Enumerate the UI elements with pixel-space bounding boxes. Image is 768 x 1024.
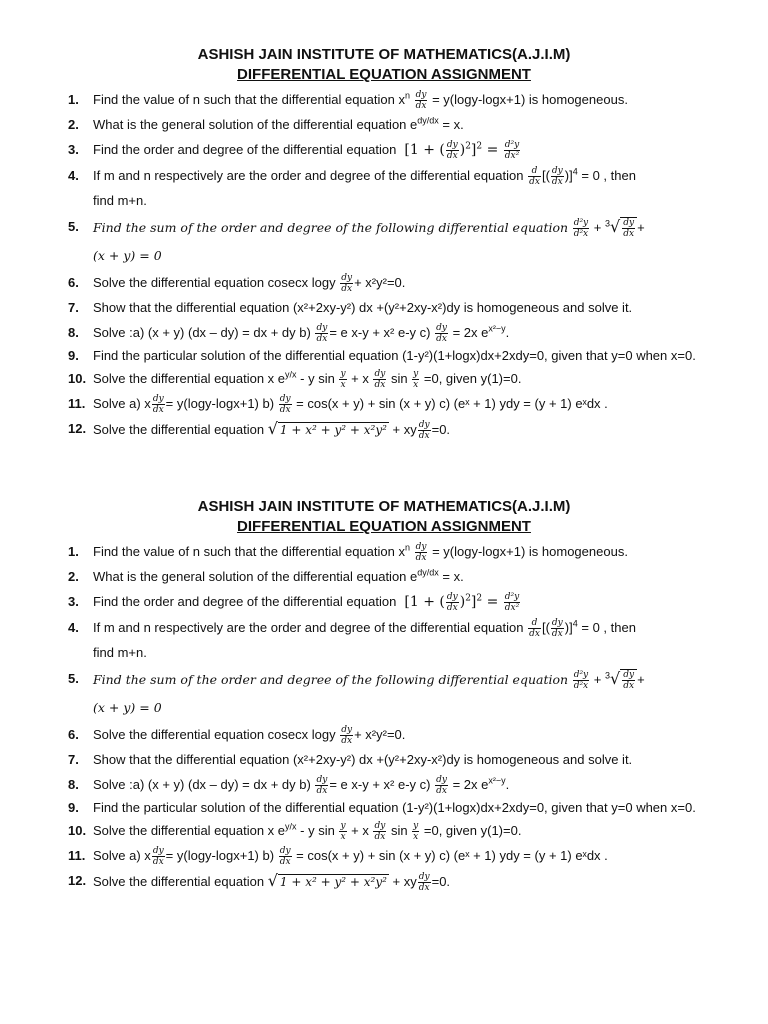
assignment-title: DIFFERENTIAL EQUATION ASSIGNMENT — [237, 66, 531, 83]
question-9: 9. Find the particular solution of the differential equation (1-y²)(1+logx)dx+2xdy=0, given that y=0 when x=0. — [68, 800, 696, 815]
question-3: 3. Find the order and degree of the differential equation [1 + ( $\frac{dy}{dx}$ )$^2$]$^2$ = $\frac{\text{d²y}}{\text{dx²}}$ — [68, 139, 520, 161]
question-7: 7. Show that the differential equation (x²+2xy-y²) dx +(y²+2xy-x²)dy is homogeneous and solve it. — [68, 752, 633, 767]
question-11: 11. Solve a) x $\frac{dy}{dx}$ = y(logy-logx+1) b) $\frac{dy}{dx}$ = cos(x + y) + sin (x + y) c) (eˣ + 1) ydy = (y + 1) eˣdx . — [68, 394, 608, 416]
question-number: 1. — [68, 92, 79, 107]
assignment-title: DIFFERENTIAL EQUATION ASSIGNMENT — [237, 518, 531, 535]
question-6: 6. Solve the differential equation cosecx logy $\frac{dy}{dx}$ + x²y²=0. — [68, 725, 406, 747]
question-10: 10. Solve the differential equation x $e^{y/x}$ - y sin $\frac{y}{x}$ + x $\frac{dy}{dx}$ sin $\frac{y}{x}$ =0, given y(1)=0. — [68, 369, 522, 391]
question-1: 1. Find the value of n such that the differential equation $x^n$ $\frac{dy}{dx}$ = y(logy-logx+1) is homogeneous. — [0, 87, 768, 112]
assignment-sheet-2 — [0, 496, 768, 894]
question-4: 4. If m and n respectively are the order and degree of the differential equation $\frac{d}{dx}$ [( $\frac{dy}{dx}$ )]$^4$ = 0 , then find m+n. — [68, 618, 636, 660]
question-5: 5. Find the sum of the order and degree of the following differential equation $\frac{\text{d²y}}{\text{d²x}}$ + $^3$√ $\frac{dy}{dx}$ + (x + y) = 0 — [68, 669, 645, 715]
question-9: 9. Find the particular solution of the differential equation (1-y²)(1+logx)dx+2xdy=0, given that y=0 when x=0. — [68, 348, 696, 363]
institute-title: ASHISH JAIN INSTITUTE OF MATHEMATICS(A.J.I.M) — [197, 46, 571, 63]
assignment-sheet-1 — [0, 44, 768, 442]
institute-title: ASHISH JAIN INSTITUTE OF MATHEMATICS(A.J.I.M) — [197, 498, 571, 515]
question-11: 11. Solve a) x $\frac{dy}{dx}$ = y(logy-logx+1) b) $\frac{dy}{dx}$ = cos(x + y) + sin (x + y) c) (eˣ + 1) ydy = (y + 1) eˣdx . — [68, 846, 608, 868]
dy-dx-fraction: $\frac{dy}{dx}$ — [415, 90, 427, 112]
question-6: 6. Solve the differential equation cosecx logy $\frac{dy}{dx}$ + x²y²=0. — [68, 273, 406, 295]
question-2: 2. What is the general solution of the differential equation $e^{dy/dx} = x$. — [68, 567, 464, 584]
question-2: 2. What is the general solution of the differential equation $e^{dy/dx} = x$. — [68, 115, 464, 132]
question-8: 8. Solve :a) (x + y) (dx – dy) = dx + dy b) $\frac{dy}{dx}$ = e x-y + x² e-y c) $\frac{dy}{dx}$ = 2x $e^{x^2-y}$. — [68, 323, 510, 345]
question-text: Find the value of n such that the differential equation x — [93, 92, 405, 107]
equation-3: [1 + ( $\frac{dy}{dx}$ )$^2$]$^2$ = $\frac{\text{d²y}}{\text{dx²}}$ — [399, 139, 520, 161]
question-8: 8. Solve :a) (x + y) (dx – dy) = dx + dy b) $\frac{dy}{dx}$ = e x-y + x² e-y c) $\frac{dy}{dx}$ = 2x $e^{x^2-y}$. — [68, 775, 510, 797]
question-7: 7. Show that the differential equation (x²+2xy-y²) dx +(y²+2xy-x²)dy is homogeneous and solve it. — [68, 300, 633, 315]
question-12: 12. Solve the differential equation √ 1 + x² + y² + x²y² + xy $\frac{dy}{dx}$ =0. — [68, 871, 451, 894]
question-12: 12. Solve the differential equation √ 1 + x² + y² + x²y² + xy $\frac{dy}{dx}$ =0. — [68, 419, 451, 442]
question-10: 10. Solve the differential equation x $e^{y/x}$ - y sin $\frac{y}{x}$ + x $\frac{dy}{dx}$ sin $\frac{y}{x}$ =0, given y(1)=0. — [68, 821, 522, 843]
question-3: 3. Find the order and degree of the differential equation [1 + ( $\frac{dy}{dx}$ )$^2$]$^2$ = $\frac{\text{d²y}}{\text{dx²}}$ — [68, 591, 520, 613]
question-1: 1. Find the value of n such that the differential equation $x^n$ $\frac{dy}{dx}$ = y(logy-logx+1) is homogeneous. — [68, 542, 628, 564]
question-5: 5. Find the sum of the order and degree of the following differential equation $\frac{\text{d²y}}{\text{d²x}}$ + $^3$√ $\frac{dy}{dx}$ + (x + y) = 0 — [68, 217, 645, 263]
question-4: 4. If m and n respectively are the order and degree of the differential equation $\frac{d}{dx}$ [( $\frac{dy}{dx}$ )]$^4$ = 0 , then find m+n. — [68, 166, 636, 208]
